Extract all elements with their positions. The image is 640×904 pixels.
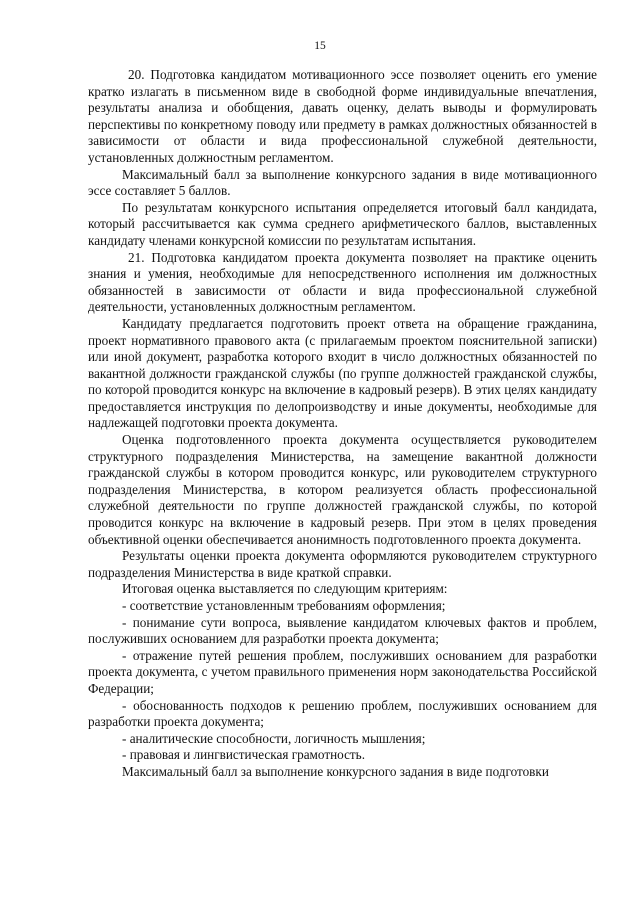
paragraph-draft-assignment: Кандидату предлагается подготовить проект ответа на обращение гражданина, проект нормативного правового акта (с прилагаемым проектом пояснительной записки) или иной документ, разработка которого входит в число должностных обязанностей по вакантной должности гражданской службы (по группе должностей гражданской службы, по которой проводится конкурс на включение в кадровый резерв). В этих целях кандидату предоставляется инструкция по делопроизводству и иные документы, необходимые для надлежащей подготовки проекта документа. <box>88 315 597 431</box>
paragraph-criteria-intro: Итоговая оценка выставляется по следующим критериям: <box>122 581 448 597</box>
criteria-list-item: - отражение путей решения проблем, послуживших основанием для разработки проекта документа, с учетом правильного применения норм законодательства Российской Федерации; <box>88 647 597 696</box>
paragraph-final-score-calculation: По результатам конкурсного испытания определяется итоговый балл кандидата, который рассчитывается как сумма среднего арифметического баллов, выставленных кандидату членами конкурсной комиссии по результатам испытания. <box>88 199 597 248</box>
paragraph-essay-max-score: Максимальный балл за выполнение конкурсного задания в виде мотивационного эссе составляет 5 баллов. <box>88 166 597 199</box>
page-number: 15 <box>314 40 326 52</box>
paragraph-item-21-draft-document: 21. Подготовка кандидатом проекта документа позволяет на практике оценить знания и умения, необходимые для непосредственного исполнения им должностных обязанностей в зависимости от области и вида профессиональной служебной деятельности, установленных должностным регламентом. <box>88 249 597 315</box>
paragraph-evaluation-results: Результаты оценки проекта документа оформляются руководителем структурного подразделения Министерства в виде краткой справки. <box>88 548 597 580</box>
criteria-list-item: - аналитические способности, логичность мышления; <box>122 730 426 746</box>
criteria-list-item: - правовая и лингвистическая грамотность. <box>122 747 365 763</box>
paragraph-draft-evaluation: Оценка подготовленного проекта документа осуществляется руководителем структурного подразделения Министерства, на замещение вакантной должности гражданской службы в котором проводится конкурс, или руководителем структурного подразделения Министерства, в котором реализуется область профессиональной служебной деятельности по группе должностей гражданской службы, по которой проводится конкурс на включение в кадровый резерв. При этом в целях проведения объективной оценки обеспечивается анонимность подготовленного проекта документа. <box>88 432 597 547</box>
criteria-list-item: - соответствие установленным требованиям оформления; <box>122 598 446 613</box>
document-body <box>88 67 597 781</box>
paragraph-item-20-essay: 20. Подготовка кандидатом мотивационного эссе позволяет оценить его умение кратко излагать в письменном виде в свободной форме индивидуальные впечатления, результаты анализа и обобщения, давать оценку, делать выводы и формулировать перспективы по конкретному поводу или предмету в рамках должностных обязанностей в зависимости от области и вида профессиональной служебной деятельности, установленных должностным регламентом. <box>88 67 597 165</box>
criteria-list-item: - обоснованность подходов к решению проблем, послуживших основанием для разработки проекта документа; <box>88 697 597 730</box>
criteria-list-item: - понимание сути вопроса, выявление кандидатом ключевых фактов и проблем, послуживших основанием для разработки проекта документа; <box>88 614 597 647</box>
paragraph-draft-max-score: Максимальный балл за выполнение конкурсного задания в виде подготовки <box>122 763 549 779</box>
